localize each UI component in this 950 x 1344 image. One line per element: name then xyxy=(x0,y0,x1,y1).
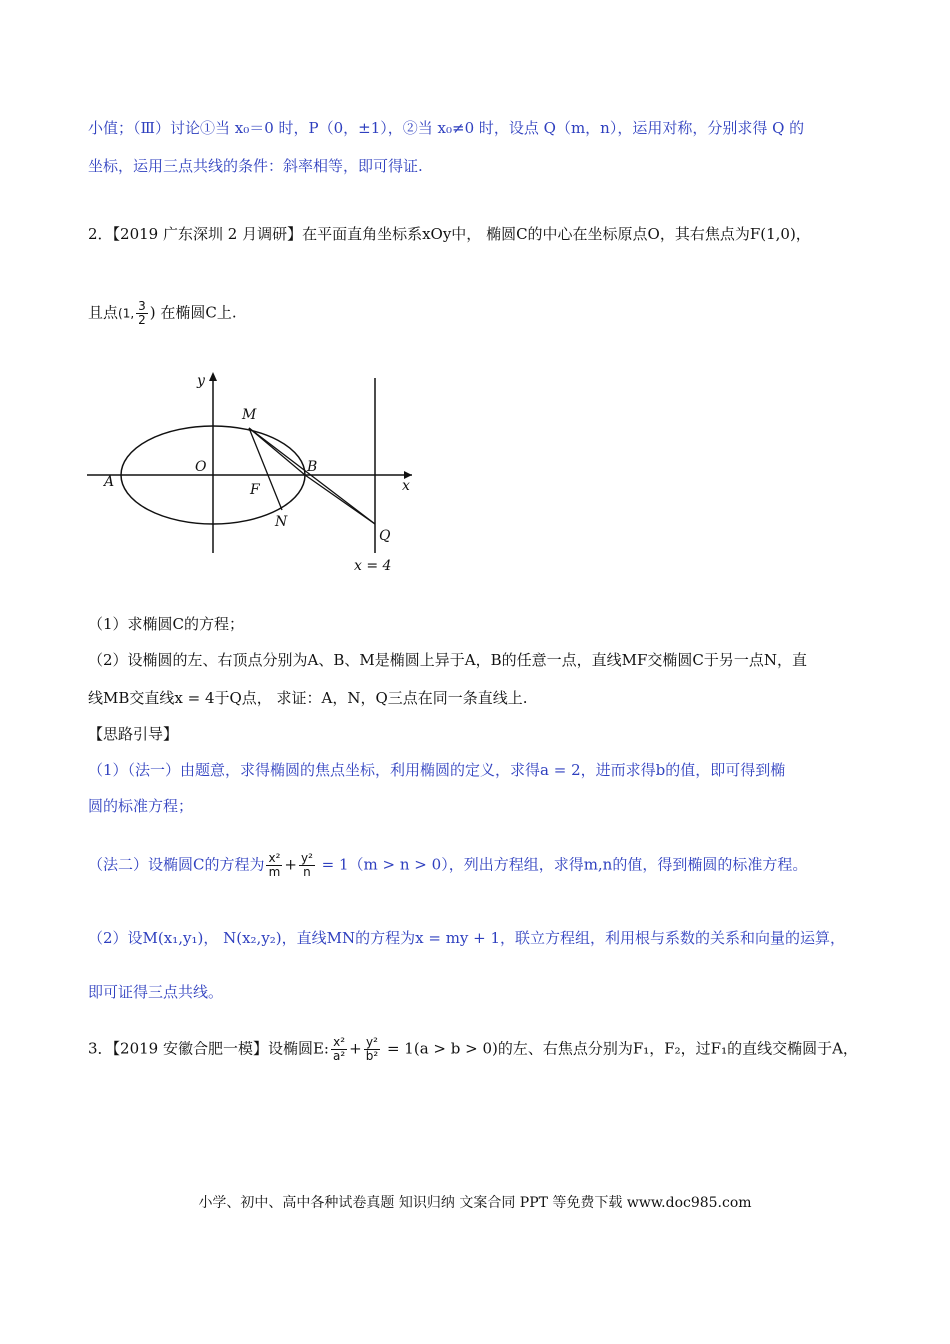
plus: + xyxy=(284,855,297,874)
ellipse-figure xyxy=(82,368,422,583)
point-m-label: M xyxy=(242,407,257,423)
plus: + xyxy=(349,1039,362,1058)
part-2-cont: 线MB交直线x = 4于Q点， 求证：A，N，Q三点在同一条直线上. xyxy=(88,689,528,707)
point-b-label: B xyxy=(307,459,318,475)
text-line: 坐标，运用三点共线的条件：斜率相等，即可得证. xyxy=(88,157,423,175)
hint-1: （1）（法一）由题意，求得椭圆的焦点坐标，利用椭圆的定义，求得a = 2，进而求得b的值，即可得到椭 xyxy=(88,761,786,779)
part-2: （2）设椭圆的左、右顶点分别为A、B、M是椭圆上异于A，B的任意一点，直线MF交椭圆C于另一点N，直 xyxy=(88,651,807,669)
numerator: x² xyxy=(331,1036,347,1050)
question-3-stem xyxy=(88,1036,858,1063)
denominator: b² xyxy=(365,1049,379,1063)
text: 3．【2019 安徽合肥一模】设椭圆E: xyxy=(88,1039,329,1058)
line-x4-label: x = 4 xyxy=(354,558,392,574)
text: = 1(a > b > 0)的左、右焦点分别为F₁，F₂，过F₁的直线交椭圆于A， xyxy=(382,1039,858,1058)
fraction xyxy=(331,1036,347,1063)
point-x: (1, xyxy=(118,306,135,321)
part-1: （1）求椭圆C的方程； xyxy=(88,615,245,633)
text: = 1（m > n > 0），列出方程组，求得m,n的值，得到椭圆的标准方程。 xyxy=(316,855,808,874)
fraction-3-2 xyxy=(136,300,148,327)
text-line: 小值；（Ⅲ）讨论①当 x₀＝0 时，P（0，±1），②当 x₀≠0 时，设点 Q（m，n），运用对称，分别求得 Q 的 xyxy=(88,119,805,137)
denominator: a² xyxy=(333,1049,346,1063)
origin-label: O xyxy=(195,459,207,475)
fraction xyxy=(299,852,315,879)
text: （法二）设椭圆C的方程为 xyxy=(88,855,265,874)
text: ) 在椭圆C上. xyxy=(149,303,237,322)
denominator: m xyxy=(268,865,281,879)
y-axis-label: y xyxy=(197,373,205,389)
hint-3: （2）设M(x₁,y₁)， N(x₂,y₂)，直线MN的方程为x = my + 1，联立方程组，利用根与系数的关系和向量的运算， xyxy=(88,929,846,947)
fraction xyxy=(266,852,282,879)
numerator: y² xyxy=(364,1036,380,1050)
fraction xyxy=(364,1036,380,1063)
hint-2 xyxy=(88,852,807,879)
question-2-condition xyxy=(88,300,237,327)
hint-1-cont: 圆的标准方程； xyxy=(88,797,194,815)
numerator: 3 xyxy=(138,299,146,313)
numerator: x² xyxy=(268,851,281,865)
hint-3-cont: 即可证得三点共线。 xyxy=(88,983,224,1001)
focus-f-label: F xyxy=(250,482,260,498)
denominator: n xyxy=(303,865,311,879)
text: 且点 xyxy=(88,303,119,322)
page-footer: 小学、初中、高中各种试卷真题 知识归纳 文案合同 PPT 等免费下载 www.doc985.com xyxy=(198,1195,752,1211)
denominator: 2 xyxy=(138,313,146,327)
point-n-label: N xyxy=(275,514,288,530)
x-axis-label: x xyxy=(402,478,410,494)
question-2-stem: 2．【2019 广东深圳 2 月调研】在平面直角坐标系xOy中， 椭圆C的中心在坐标原点O，其右焦点为F(1,0)， xyxy=(88,225,811,243)
point-q-label: Q xyxy=(379,528,391,544)
numerator: y² xyxy=(300,851,313,865)
point-a-label: A xyxy=(104,474,115,490)
hint-heading: 【思路引导】 xyxy=(88,725,179,743)
